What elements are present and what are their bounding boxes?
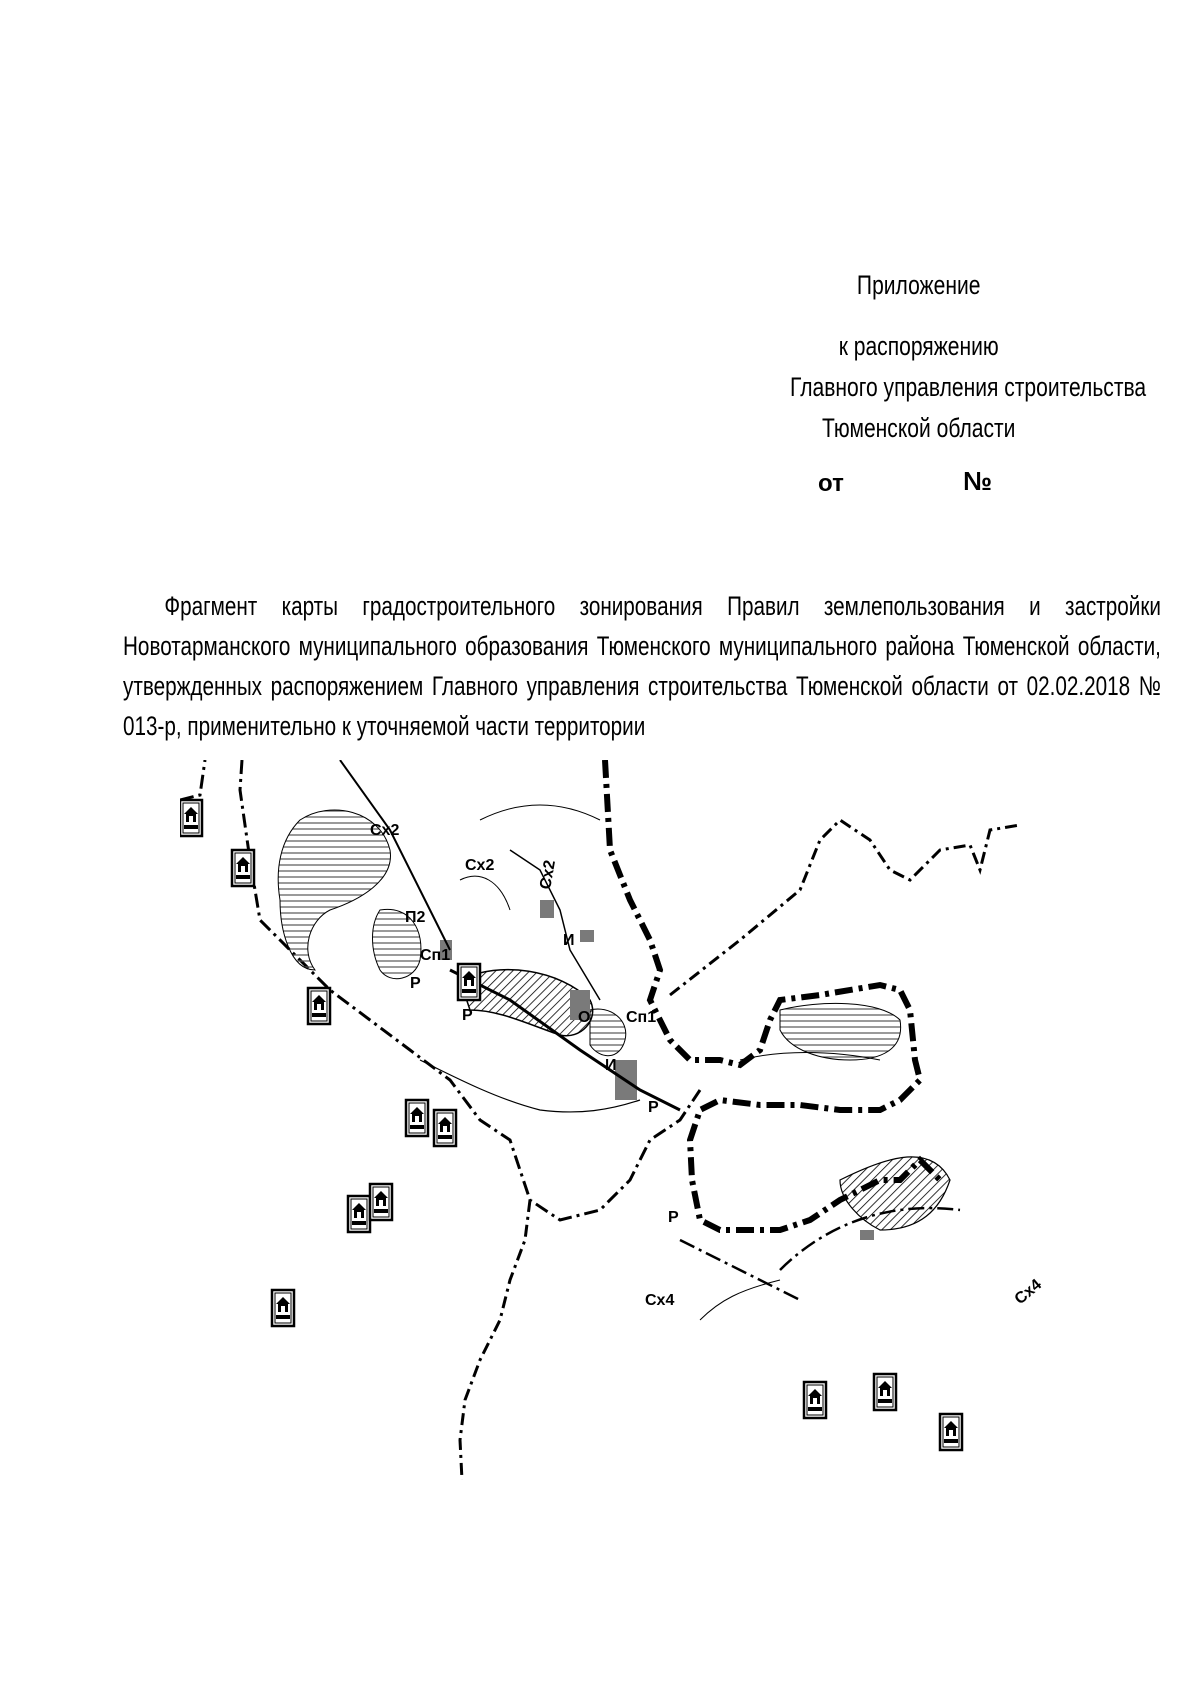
- monument-icon: [804, 1382, 826, 1418]
- monument-icon: [370, 1184, 392, 1220]
- appendix-header: [790, 270, 1147, 456]
- appendix-line-3: Тюменской области: [821, 413, 1016, 443]
- zone-label: Р: [410, 975, 421, 992]
- monument-icon: [458, 964, 480, 1000]
- zone-label: Сп1: [626, 1009, 657, 1026]
- appendix-line-2: Главного управления строительства: [790, 372, 1147, 402]
- monument-icon: [232, 850, 254, 886]
- monument-icon: [272, 1290, 294, 1326]
- monument-icon: [940, 1414, 962, 1450]
- zone-label: О: [578, 1009, 591, 1026]
- zone-label: Сх4: [645, 1292, 675, 1309]
- zone-label: Сх2: [370, 822, 400, 839]
- district-line: [670, 820, 1020, 995]
- monument-icon: [180, 800, 202, 836]
- zone-label: Сх2: [465, 857, 495, 874]
- district-line: [460, 1200, 530, 1480]
- monument-icon: [406, 1100, 428, 1136]
- zone-label: Р: [462, 1007, 473, 1024]
- date-label: от: [818, 470, 844, 497]
- zone-label: Сп1: [420, 947, 451, 964]
- monument-icon: [434, 1110, 456, 1146]
- zone-label: П2: [405, 909, 426, 926]
- boundary-line: [180, 760, 700, 1220]
- zone-label: Сх2: [537, 858, 560, 891]
- appendix-title: Приложение: [856, 270, 981, 300]
- zone-label: И: [605, 1057, 617, 1074]
- zone-label: Р: [648, 1099, 659, 1116]
- number-label: №: [963, 466, 992, 496]
- monument-icon: [874, 1374, 896, 1410]
- zone-label: И: [563, 932, 575, 949]
- description-text: Фрагмент карты градостроительного зонирования Правил землепользования и застройки Новотарманского муниципального образования Тюменского муниципального района Тюменской области, утвержденных распоряжением Главного управления строительства Тюменской области от 02.02.2018 № 013-р, применительно к уточняемой части территории: [123, 591, 1161, 741]
- monument-icon: [308, 988, 330, 1024]
- monument-icon: [348, 1196, 370, 1232]
- zone-label: Р: [668, 1209, 679, 1226]
- zone-label: Сх4: [1011, 1276, 1046, 1309]
- appendix-line-1: к распоряжению: [838, 331, 999, 361]
- document-description: [123, 586, 1161, 746]
- zoning-map: [180, 760, 1080, 1480]
- zoning-map-svg: [180, 760, 1080, 1480]
